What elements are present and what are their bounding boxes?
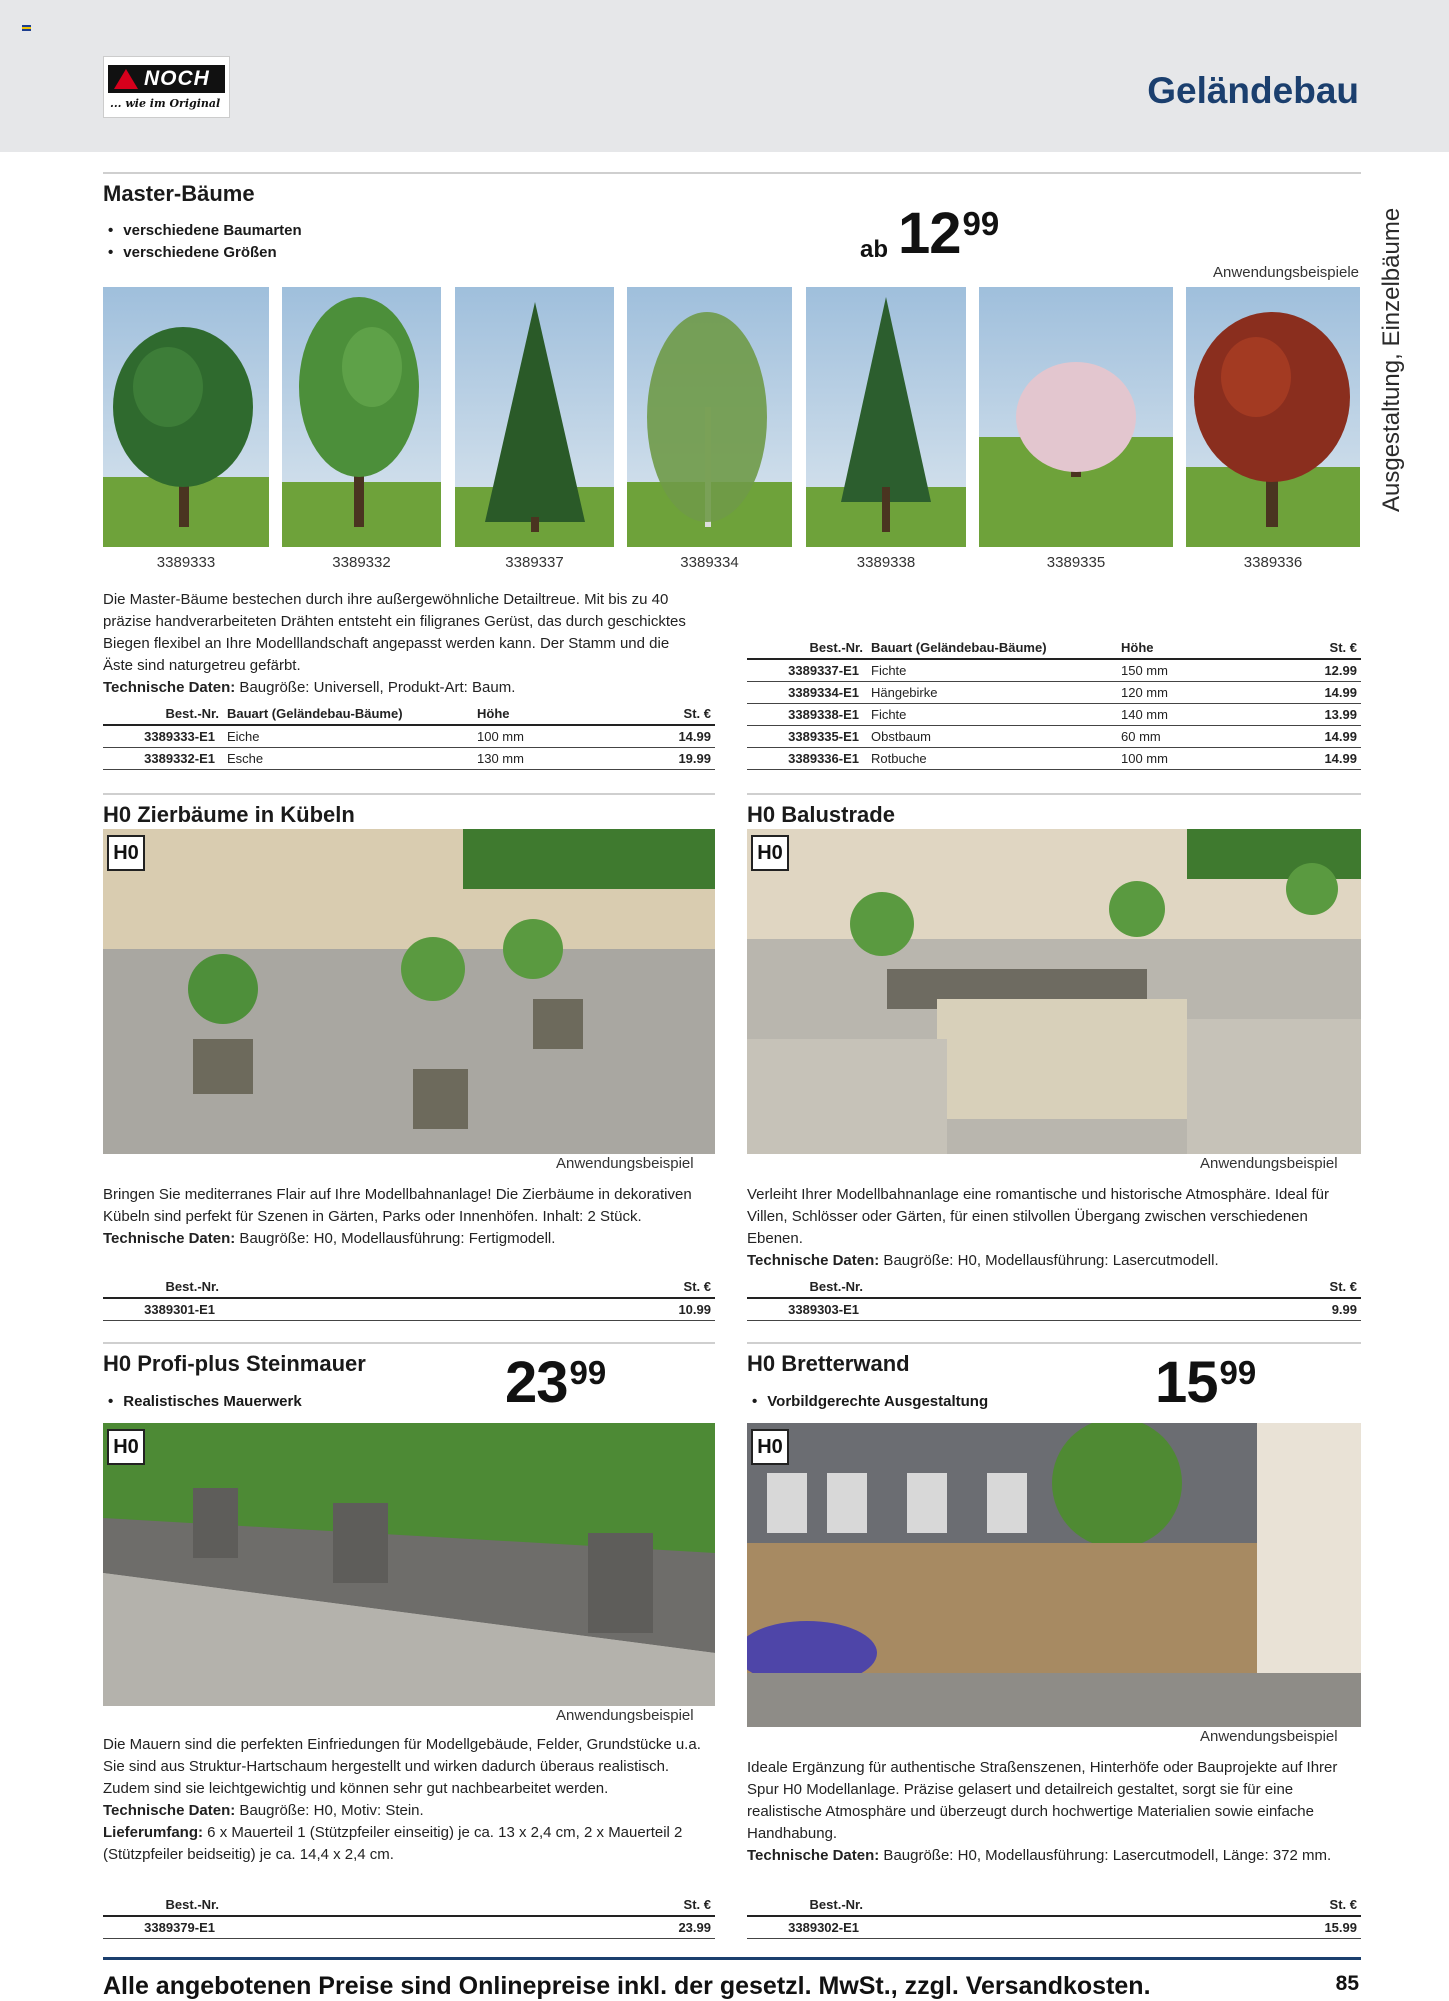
- zier-image: [103, 829, 715, 1154]
- table-row: 3389337-E1 Fichte 150 mm 12.99: [747, 659, 1361, 681]
- sku-label: 3389335: [1046, 554, 1106, 571]
- sku-label: 3389333: [156, 554, 216, 571]
- mauer-description: Die Mauern sind die perfekten Einfriedungen für Modellgebäude, Felder, Grundstücke u.a. Sie sind aus Struktur-Hartschaum hergestellt und wirken dadurch überaus realistisch. Zudem sind sie leichtgewichtig und können sehr gut nachbearbeitet werden. Technische Daten: Baugröße: H0, Motiv: Stein. Lieferumfang: 6 x Mauerteil 1 (Stützpfeiler einseitig) je ca. 13 x 2,4 cm, 2 x Mauerteil 2 (Stützpfeiler beidseitig) je ca. 14,4 x 2,4 cm.: [103, 1736, 701, 1863]
- sku-label: 3389332: [332, 554, 391, 571]
- table-row: 3389379-E1 23.99: [103, 1916, 715, 1938]
- caption: Anwendungsbeispiel: [556, 1155, 694, 1172]
- section-title-master: Master-Bäume: [103, 181, 255, 206]
- table-row: 3389336-E1 Rotbuche 100 mm 14.99: [747, 747, 1361, 769]
- footer-note: Alle angebotenen Preise sind Onlinepreise inkl. der gesetzl. MwSt., zzgl. Versandkosten.: [103, 1972, 1151, 2000]
- master-table-left: Best.-Nr. Bauart (Geländebau-Bäume) Höhe St. € 3389333-E1 Eiche 100 mm 14.99 3389332-E1 Esche 130 mm 19.99: [103, 703, 715, 770]
- table-row: 3389338-E1 Fichte 140 mm 13.99: [747, 703, 1361, 725]
- tree-image-3389334: [627, 287, 792, 547]
- table-row: 3389301-E1 10.99: [103, 1298, 715, 1320]
- logo-triangle-icon: [114, 69, 138, 89]
- bullet-item: • verschiedene Größen: [108, 244, 277, 261]
- bretter-table: Best.-Nr. St. € 3389302-E1 15.99: [747, 1894, 1361, 1939]
- section-title-mauer: H0 Profi-plus Steinmauer: [103, 1351, 366, 1376]
- table-row: 3389302-E1 15.99: [747, 1916, 1361, 1938]
- sku-label: 3389338: [856, 554, 916, 571]
- divider: [103, 793, 715, 795]
- sku-label: 3389334: [680, 554, 739, 571]
- tree-image-3389333: [103, 287, 269, 547]
- divider: [103, 172, 1361, 174]
- table-row: 3389303-E1 9.99: [747, 1298, 1361, 1320]
- price-master: ab 12 99: [860, 201, 1000, 266]
- zier-description: Bringen Sie mediterranes Flair auf Ihre Modellbahnanlage! Die Zierbäume in dekorativen Kübeln sind perfekt für Szenen in Gärten, Parks oder Innenhöfen. Inhalt: 2 Stück. Technische Daten: Baugröße: H0, Modellausführung: Fertigmodell.: [103, 1186, 692, 1247]
- side-section-label: Ausgestaltung, Einzelbäume: [1378, 207, 1405, 512]
- price-bretter: 15 99: [1155, 1350, 1257, 1415]
- table-row: 3389335-E1 Obstbaum 60 mm 14.99: [747, 725, 1361, 747]
- bullet-item: • Vorbildgerechte Ausgestaltung: [752, 1393, 988, 1410]
- footer-divider: [103, 1957, 1361, 1960]
- bretter-description: Ideale Ergänzung für authentische Straßenszenen, Hinterhöfe oder Bauprojekte auf Ihrer Spur H0 Modellanlage. Präzise gelasert und detailreich gestaltet, sorgt sie für eine realistische Atmosphäre und überzeugt durch hochwertige Materialien sowie einfache Handhabung. Technische Daten: Baugröße: H0, Modellausführung: Lasercutmodell, Länge: 372 mm.: [747, 1759, 1338, 1864]
- h0-badge: H0: [107, 835, 145, 871]
- h0-badge: H0: [751, 835, 789, 871]
- balu-description: Verleiht Ihrer Modellbahnanlage eine romantische und historische Atmosphäre. Ideal für Villen, Schlösser oder Gärten, für einen stilvollen Übergang zwischen verschiedenen Ebenen. Technische Daten: Baugröße: H0, Modellausführung: Lasercutmodell.: [747, 1186, 1330, 1269]
- master-description: Die Master-Bäume bestechen durch ihre außergewöhnliche Detailtreue. Mit bis zu 40 präzise handverarbeiteten Drähten entsteht ein filigranes Gerüst, das durch geschicktes Biegen flexibel an Ihre Modelllandschaft angepasst werden kann. Der Stamm und die Äste sind naturgetreu gefärbt. Technische Daten: Baugröße: Universell, Produkt-Art: Baum.: [103, 591, 686, 696]
- table-row: 3389333-E1 Eiche 100 mm 14.99: [103, 725, 715, 747]
- caption: Anwendungsbeispiel: [1200, 1728, 1338, 1745]
- flag-icon: [22, 25, 31, 31]
- caption: Anwendungsbeispiel: [1200, 1155, 1338, 1172]
- balu-table: Best.-Nr. St. € 3389303-E1 9.99: [747, 1276, 1361, 1321]
- tree-image-3389338: [806, 287, 966, 547]
- h0-badge: H0: [751, 1429, 789, 1465]
- divider: [103, 1342, 715, 1344]
- tree-image-3389332: [282, 287, 441, 547]
- bullet-item: • Realistisches Mauerwerk: [108, 1393, 302, 1410]
- section-title-zier: H0 Zierbäume in Kübeln: [103, 802, 355, 827]
- master-table-right: Best.-Nr. Bauart (Geländebau-Bäume) Höhe St. € 3389337-E1 Fichte 150 mm 12.99 3389334-E1 Hängebirke 120 mm 14.99 3389338-E1 Fichte 140 mm 13.99 3389335-E1 Obstbaum 60 mm 14.99 3389336-E1 Rotbuche 100 mm 14.99: [747, 637, 1361, 770]
- sku-label: 3389337: [505, 554, 564, 571]
- zier-table: Best.-Nr. St. € 3389301-E1 10.99: [103, 1276, 715, 1321]
- bullet-item: • verschiedene Baumarten: [108, 222, 302, 239]
- page-number: 85: [1335, 1972, 1359, 1995]
- mauer-image: [103, 1423, 715, 1706]
- balu-image: [747, 829, 1361, 1154]
- noch-logo: NOCH ... wie im Original: [103, 56, 230, 118]
- divider: [747, 793, 1361, 795]
- tree-image-3389337: [455, 287, 614, 547]
- tree-image-3389335: [979, 287, 1173, 547]
- bretter-image: [747, 1423, 1361, 1727]
- mauer-table: Best.-Nr. St. € 3389379-E1 23.99: [103, 1894, 715, 1939]
- table-row: 3389332-E1 Esche 130 mm 19.99: [103, 747, 715, 769]
- page-title: Geländebau: [1147, 70, 1359, 111]
- caption: Anwendungsbeispiel: [556, 1707, 694, 1724]
- h0-badge: H0: [107, 1429, 145, 1465]
- table-row: 3389334-E1 Hängebirke 120 mm 14.99: [747, 681, 1361, 703]
- caption: Anwendungsbeispiele: [1213, 264, 1359, 281]
- section-title-bretter: H0 Bretterwand: [747, 1351, 910, 1376]
- sku-label: 3389336: [1243, 554, 1303, 571]
- section-title-balu: H0 Balustrade: [747, 802, 895, 827]
- price-mauer: 23 99: [505, 1350, 607, 1415]
- tree-image-3389336: [1186, 287, 1360, 547]
- divider: [747, 1342, 1361, 1344]
